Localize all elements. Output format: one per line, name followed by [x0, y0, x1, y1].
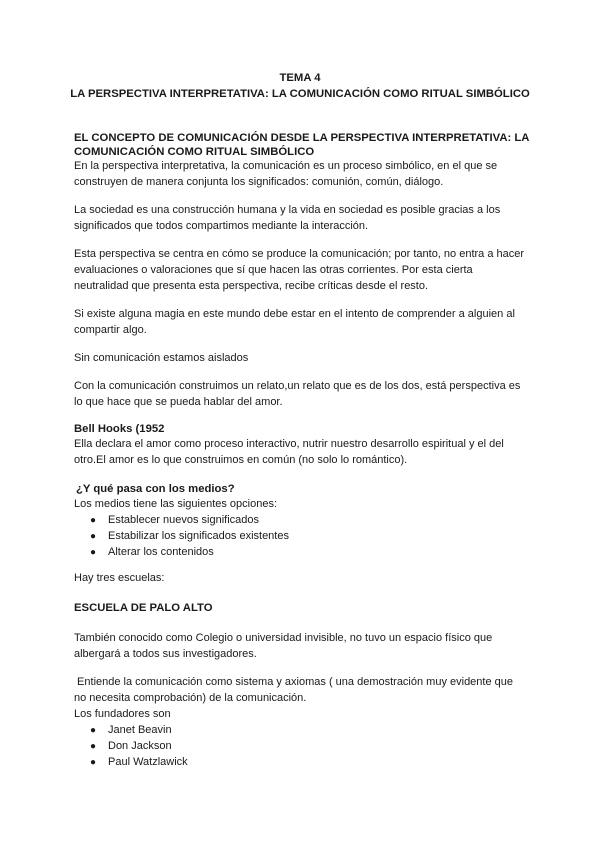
document-subtitle: LA PERSPECTIVA INTERPRETATIVA: LA COMUNICACIÓN COMO RITUAL SIMBÓLICO — [70, 88, 530, 100]
list-bullet: ● — [90, 515, 97, 526]
list-item: Alterar los contenidos — [108, 546, 214, 558]
document-title: TEMA 4 — [279, 72, 321, 84]
paragraph-line: significados que todos compartimos mediante la interacción. — [74, 220, 369, 232]
list-item: Paul Watzlawick — [108, 756, 188, 768]
paragraph-line: En la perspectiva interpretativa, la comunicación es un proceso simbólico, en el que se — [74, 160, 498, 172]
list-item: Estabilizar los significados existentes — [108, 530, 289, 542]
paragraph-line: otro.El amor es lo que construimos en común (no solo lo romántico). — [74, 454, 408, 466]
paragraph-line: Los fundadores son — [74, 708, 171, 720]
section-heading-line2: COMUNICACIÓN COMO RITUAL SIMBÓLICO — [74, 146, 315, 158]
paragraph-line: Esta perspectiva se centra en cómo se produce la comunicación; por tanto, no entra a hacer — [74, 248, 525, 260]
list-item: Janet Beavin — [108, 724, 172, 736]
paragraph-line: También conocido como Colegio o universidad invisible, no tuvo un espacio físico que — [74, 632, 493, 644]
paragraph-line: no necesita comprobación) de la comunicación. — [74, 692, 307, 704]
palo-alto-heading: ESCUELA DE PALO ALTO — [74, 602, 213, 614]
paragraph-line: Ella declara el amor como proceso interactivo, nutrir nuestro desarrollo espiritual y el del — [74, 438, 504, 450]
paragraph-line: evaluaciones o valoraciones que sí que hacen las otras corrientes. Por esta cierta — [74, 264, 473, 276]
paragraph-line: Si existe alguna magia en este mundo debe estar en el intento de comprender a alguien al — [74, 308, 515, 320]
list-bullet: ● — [90, 741, 97, 752]
list-item: Establecer nuevos significados — [108, 514, 260, 526]
list-bullet: ● — [90, 757, 97, 768]
list-bullet: ● — [90, 547, 97, 558]
section-heading-line1: EL CONCEPTO DE COMUNICACIÓN DESDE LA PERSPECTIVA INTERPRETATIVA: LA — [74, 132, 530, 144]
medios-heading: ¿Y qué pasa con los medios? — [76, 483, 235, 495]
list-bullet: ● — [90, 725, 97, 736]
list-item: Don Jackson — [108, 740, 172, 752]
paragraph-line: lo que hace que se pueda hablar del amor. — [74, 396, 283, 408]
list-bullet: ● — [90, 531, 97, 542]
paragraph-line: albergará a todos sus investigadores. — [74, 648, 257, 660]
bell-hooks-heading: Bell Hooks (1952 — [74, 423, 165, 435]
paragraph-line: Entiende la comunicación como sistema y axiomas ( una demostración muy evidente que — [74, 676, 514, 688]
paragraph-line: construyen de manera conjunta los significados: comunión, común, diálogo. — [74, 176, 444, 188]
paragraph-line: Con la comunicación construimos un relato,un relato que es de los dos, está perspectiva es — [74, 380, 521, 392]
paragraph-line: La sociedad es una construcción humana y la vida en sociedad es posible gracias a los — [74, 204, 501, 216]
paragraph-line: compartir algo. — [74, 324, 147, 336]
paragraph-line: Hay tres escuelas: — [74, 572, 165, 584]
paragraph-line: Sin comunicación estamos aislados — [74, 352, 249, 364]
paragraph-line: Los medios tiene las siguientes opciones: — [74, 498, 278, 510]
paragraph-line: neutralidad que presenta esta perspectiva, recibe críticas desde el resto. — [74, 280, 429, 292]
